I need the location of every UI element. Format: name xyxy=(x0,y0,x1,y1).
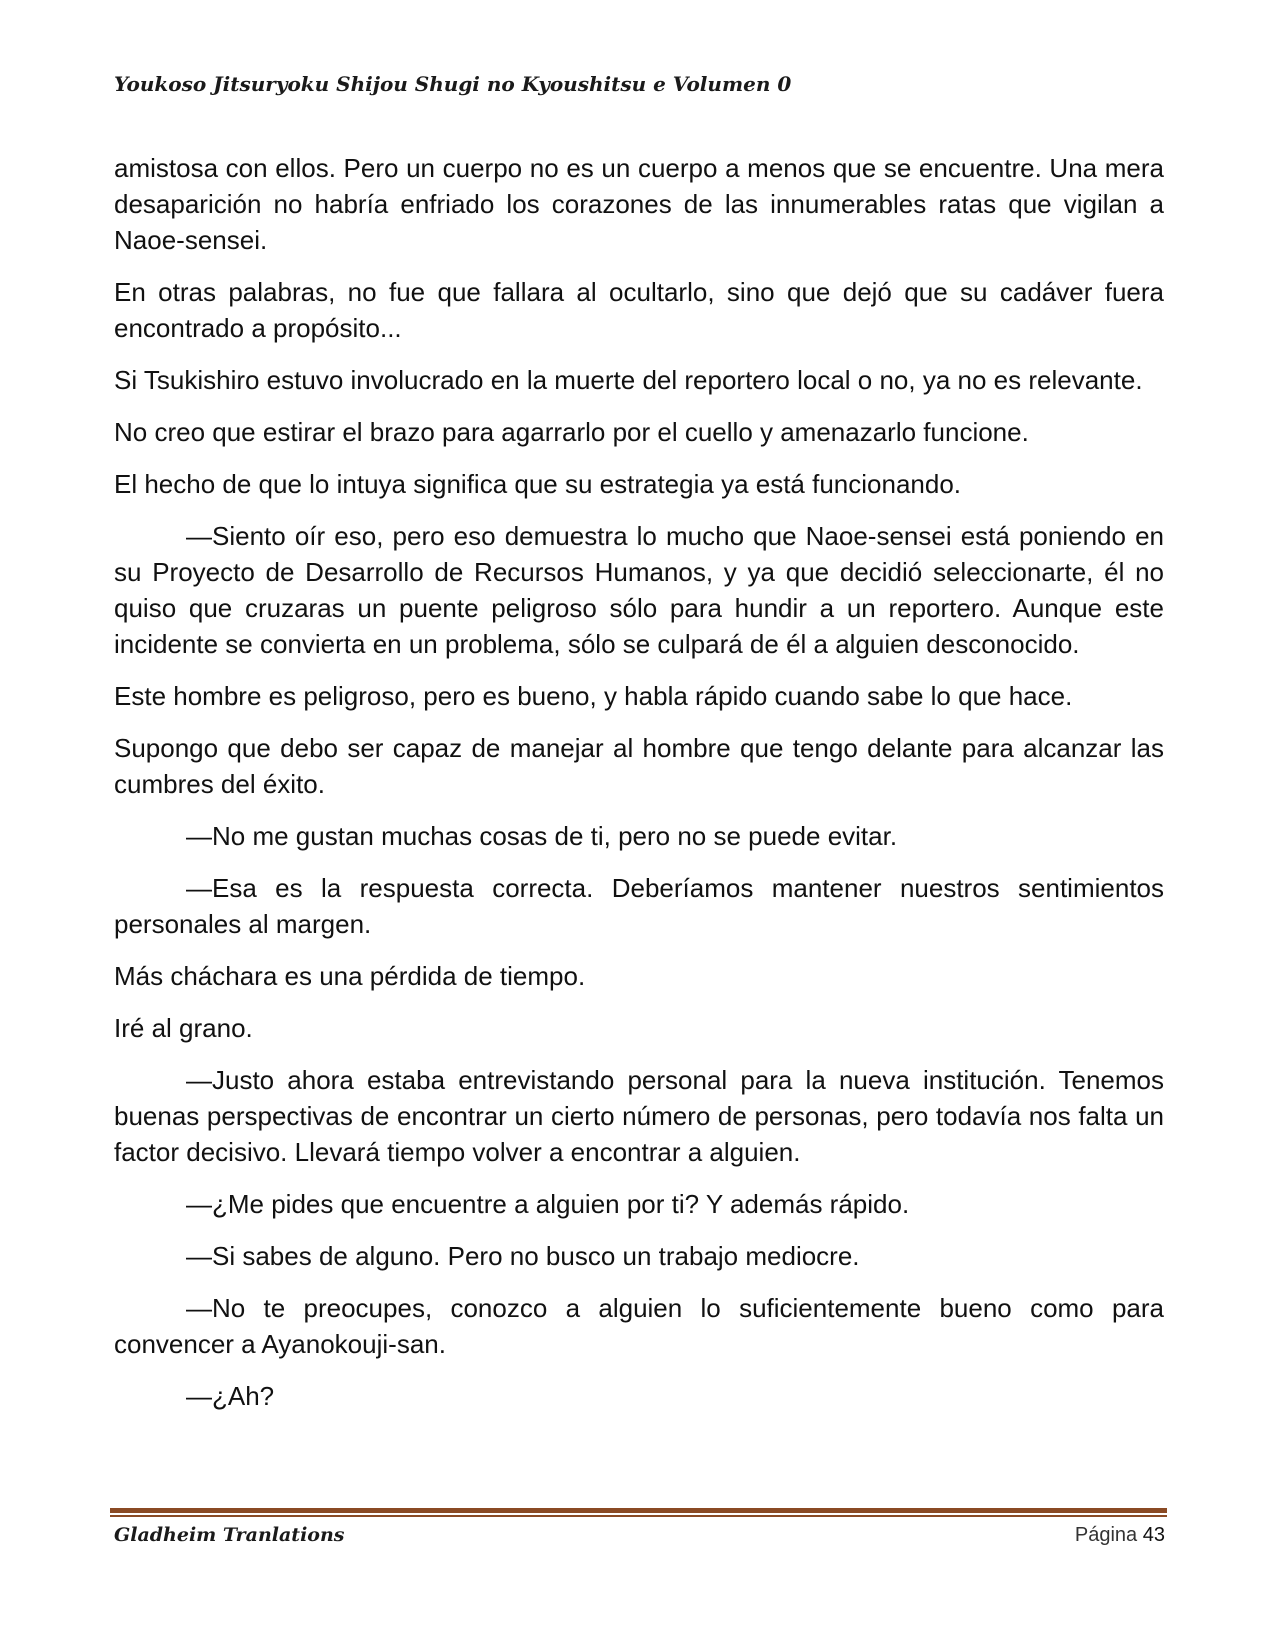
page-body xyxy=(114,150,1164,1430)
paragraph: Este hombre es peligroso, pero es bueno, y habla rápido cuando sabe lo que hace. xyxy=(114,681,1073,711)
paragraph: amistosa con ellos. Pero un cuerpo no es un cuerpo a menos que se encuentre. Una mera desaparición no habría enfriado los corazones de las innumerables ratas que vigilan a Naoe-sensei. xyxy=(114,153,1164,255)
dialogue-paragraph: —Justo ahora estaba entrevistando personal para la nueva institución. Tenemos buenas perspectivas de encontrar un cierto número de personas, pero todavía nos falta un factor decisivo. Llevará tiempo volver a encontrar a alguien. xyxy=(114,1065,1164,1167)
dialogue-paragraph: —¿Me pides que encuentre a alguien por ti? Y además rápido. xyxy=(186,1189,910,1219)
page-label: Página xyxy=(1074,1524,1138,1546)
footer-divider-thick xyxy=(110,1508,1167,1513)
paragraph: Iré al grano. xyxy=(114,1013,253,1043)
paragraph: Más cháchara es una pérdida de tiempo. xyxy=(114,961,586,991)
dialogue-paragraph: —Siento oír eso, pero eso demuestra lo mucho que Naoe-sensei está poniendo en su Proyecto de Desarrollo de Recursos Humanos, y ya que decidió seleccionarte, él no quiso que cruzaras un puente peligroso sólo para hundir a un reportero. Aunque este incidente se convierta en un problema, sólo se culpará de él a alguien desconocido. xyxy=(114,521,1164,659)
dialogue-paragraph: —¿Ah? xyxy=(186,1381,275,1411)
page-header-title: Youkoso Jitsuryoku Shijou Shugi no Kyoushitsu e Volumen 0 xyxy=(114,72,792,96)
dialogue-paragraph: —Esa es la respuesta correcta. Deberíamos mantener nuestros sentimientos personales al margen. xyxy=(114,873,1164,939)
paragraph: Si Tsukishiro estuvo involucrado en la muerte del reportero local o no, ya no es relevante. xyxy=(114,365,1143,395)
page-number-value: 43 xyxy=(1142,1524,1165,1546)
footer-credit: Gladheim Tranlations xyxy=(114,1524,345,1546)
dialogue-paragraph: —No te preocupes, conozco a alguien lo suficientemente bueno como para convencer a Ayanokouji-san. xyxy=(114,1293,1164,1359)
paragraph: Supongo que debo ser capaz de manejar al hombre que tengo delante para alcanzar las cumbres del éxito. xyxy=(114,733,1164,799)
paragraph: En otras palabras, no fue que fallara al ocultarlo, sino que dejó que su cadáver fuera encontrado a propósito... xyxy=(114,277,1164,343)
page-number xyxy=(1075,1524,1165,1547)
paragraph: No creo que estirar el brazo para agarrarlo por el cuello y amenazarlo funcione. xyxy=(114,417,1029,447)
dialogue-paragraph: —No me gustan muchas cosas de ti, pero no se puede evitar. xyxy=(186,821,898,851)
paragraph: El hecho de que lo intuya significa que su estrategia ya está funcionando. xyxy=(114,469,962,499)
footer-divider-thin xyxy=(110,1515,1167,1517)
dialogue-paragraph: —Si sabes de alguno. Pero no busco un trabajo mediocre. xyxy=(186,1241,860,1271)
